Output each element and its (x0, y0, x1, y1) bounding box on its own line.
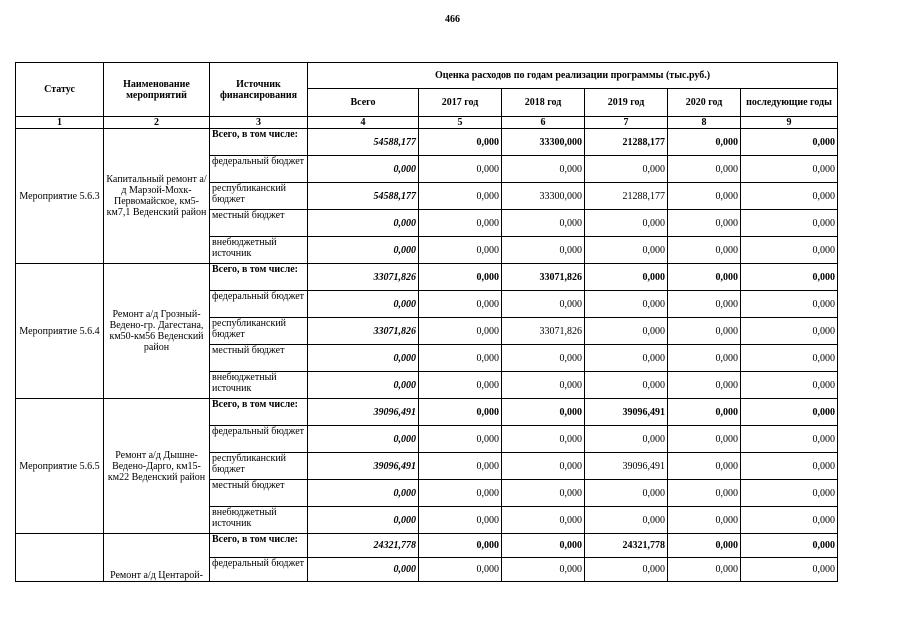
amount-cell: 0,000 (308, 507, 419, 534)
amount-cell: 0,000 (741, 453, 838, 480)
column-number: 1 (16, 117, 104, 129)
amount-cell: 0,000 (419, 318, 502, 345)
header-status: Статус (16, 63, 104, 117)
amount-cell: 33071,826 (308, 318, 419, 345)
table-row (16, 399, 838, 426)
activity-name: Ремонт а/д Дышне-Ведено-Дарго, км15-км22 Веденский район (104, 399, 210, 534)
column-number: 4 (308, 117, 419, 129)
source-label: внебюджетный источник (210, 237, 308, 264)
amount-cell: 0,000 (308, 291, 419, 318)
amount-cell: 0,000 (419, 480, 502, 507)
amount-cell: 0,000 (741, 156, 838, 183)
amount-cell: 0,000 (502, 372, 585, 399)
amount-cell: 0,000 (502, 453, 585, 480)
amount-cell: 0,000 (502, 480, 585, 507)
amount-cell: 0,000 (502, 210, 585, 237)
activity-name: Ремонт а/д Центарой- (104, 534, 210, 582)
amount-cell: 0,000 (668, 372, 741, 399)
amount-cell: 0,000 (668, 129, 741, 156)
column-number: 6 (502, 117, 585, 129)
amount-cell: 0,000 (668, 507, 741, 534)
amount-cell: 0,000 (419, 129, 502, 156)
amount-cell: 0,000 (308, 237, 419, 264)
amount-cell: 0,000 (585, 291, 668, 318)
amount-cell: 0,000 (668, 183, 741, 210)
amount-cell: 0,000 (419, 534, 502, 558)
source-label: республиканский бюджет (210, 453, 308, 480)
header-name: Наименование мероприятий (104, 63, 210, 117)
source-label: федеральный бюджет (210, 291, 308, 318)
amount-cell: 33071,826 (308, 264, 419, 291)
column-number: 3 (210, 117, 308, 129)
amount-cell: 0,000 (668, 453, 741, 480)
amount-cell: 33071,826 (502, 264, 585, 291)
amount-cell: 0,000 (741, 129, 838, 156)
amount-cell: 0,000 (741, 264, 838, 291)
amount-cell: 0,000 (585, 237, 668, 264)
amount-cell: 0,000 (741, 237, 838, 264)
amount-cell: 33300,000 (502, 129, 585, 156)
amount-cell: 0,000 (308, 345, 419, 372)
amount-cell: 0,000 (741, 345, 838, 372)
column-number: 9 (741, 117, 838, 129)
amount-cell: 39096,491 (308, 399, 419, 426)
header-year: 2017 год (419, 89, 502, 117)
amount-cell: 33071,826 (502, 318, 585, 345)
amount-cell: 0,000 (308, 426, 419, 453)
amount-cell: 0,000 (585, 345, 668, 372)
amount-cell: 0,000 (668, 156, 741, 183)
amount-cell: 0,000 (585, 426, 668, 453)
column-number: 5 (419, 117, 502, 129)
activity-status (16, 534, 104, 582)
header-year: 2018 год (502, 89, 585, 117)
amount-cell: 0,000 (585, 558, 668, 582)
amount-cell: 0,000 (668, 210, 741, 237)
source-total: Всего, в том числе: (210, 264, 308, 291)
amount-cell: 21288,177 (585, 129, 668, 156)
source-label: федеральный бюджет (210, 558, 308, 582)
column-number-row (16, 117, 838, 129)
activity-status: Мероприятие 5.6.4 (16, 264, 104, 399)
amount-cell: 0,000 (668, 345, 741, 372)
activity-name: Капитальный ремонт а/д Марзой-Мохк-Первомайское, км5-км7,1 Веденский район (104, 129, 210, 264)
amount-cell: 0,000 (419, 156, 502, 183)
amount-cell: 0,000 (419, 558, 502, 582)
source-label: республиканский бюджет (210, 318, 308, 345)
activity-status: Мероприятие 5.6.5 (16, 399, 104, 534)
amount-cell: 0,000 (741, 183, 838, 210)
header-source: Источник финансирования (210, 63, 308, 117)
amount-cell: 0,000 (419, 453, 502, 480)
amount-cell: 0,000 (502, 237, 585, 264)
amount-cell: 0,000 (741, 291, 838, 318)
amount-cell: 0,000 (668, 291, 741, 318)
source-total: Всего, в том числе: (210, 399, 308, 426)
amount-cell: 0,000 (502, 534, 585, 558)
amount-cell: 0,000 (308, 558, 419, 582)
table-row (16, 129, 838, 156)
source-label: внебюджетный источник (210, 372, 308, 399)
source-label: федеральный бюджет (210, 426, 308, 453)
amount-cell: 0,000 (419, 372, 502, 399)
amount-cell: 0,000 (308, 156, 419, 183)
header-year: последующие годы (741, 89, 838, 117)
amount-cell: 0,000 (502, 399, 585, 426)
amount-cell: 39096,491 (585, 453, 668, 480)
amount-cell: 0,000 (308, 210, 419, 237)
amount-cell: 0,000 (419, 345, 502, 372)
amount-cell: 0,000 (741, 480, 838, 507)
activity-name: Ремонт а/д Грозный-Ведено-гр. Дагестана, км50-км56 Веденский район (104, 264, 210, 399)
amount-cell: 0,000 (419, 399, 502, 426)
amount-cell: 0,000 (308, 372, 419, 399)
amount-cell: 0,000 (419, 507, 502, 534)
amount-cell: 0,000 (585, 372, 668, 399)
table-row (16, 534, 838, 558)
amount-cell: 0,000 (502, 291, 585, 318)
amount-cell: 0,000 (502, 558, 585, 582)
amount-cell: 24321,778 (585, 534, 668, 558)
amount-cell: 0,000 (741, 426, 838, 453)
activity-status: Мероприятие 5.6.3 (16, 129, 104, 264)
amount-cell: 0,000 (308, 480, 419, 507)
source-label: местный бюджет (210, 345, 308, 372)
amount-cell: 24321,778 (308, 534, 419, 558)
header-year: Всего (308, 89, 419, 117)
source-label: местный бюджет (210, 210, 308, 237)
amount-cell: 0,000 (668, 480, 741, 507)
amount-cell: 0,000 (585, 210, 668, 237)
amount-cell: 0,000 (502, 156, 585, 183)
amount-cell: 0,000 (502, 507, 585, 534)
column-number: 8 (668, 117, 741, 129)
column-number: 7 (585, 117, 668, 129)
amount-cell: 0,000 (419, 183, 502, 210)
amount-cell: 0,000 (585, 264, 668, 291)
amount-cell: 0,000 (502, 426, 585, 453)
amount-cell: 0,000 (668, 558, 741, 582)
amount-cell: 0,000 (741, 318, 838, 345)
column-number: 2 (104, 117, 210, 129)
amount-cell: 0,000 (668, 237, 741, 264)
amount-cell: 0,000 (741, 210, 838, 237)
amount-cell: 0,000 (419, 264, 502, 291)
amount-cell: 54588,177 (308, 183, 419, 210)
amount-cell: 0,000 (585, 507, 668, 534)
page-number: 466 (445, 14, 460, 25)
amount-cell: 0,000 (419, 237, 502, 264)
header-year: 2019 год (585, 89, 668, 117)
amount-cell: 0,000 (668, 264, 741, 291)
source-label: внебюджетный источник (210, 507, 308, 534)
amount-cell: 0,000 (741, 372, 838, 399)
budget-table (15, 62, 838, 582)
amount-cell: 0,000 (585, 480, 668, 507)
amount-cell: 0,000 (741, 534, 838, 558)
amount-cell: 0,000 (741, 507, 838, 534)
amount-cell: 39096,491 (585, 399, 668, 426)
source-total: Всего, в том числе: (210, 129, 308, 156)
amount-cell: 33300,000 (502, 183, 585, 210)
amount-cell: 0,000 (419, 210, 502, 237)
source-label: республиканский бюджет (210, 183, 308, 210)
amount-cell: 0,000 (668, 534, 741, 558)
header-estimate: Оценка расходов по годам реализации программы (тыс.руб.) (308, 63, 838, 89)
source-label: местный бюджет (210, 480, 308, 507)
source-total: Всего, в том числе: (210, 534, 308, 558)
amount-cell: 0,000 (668, 399, 741, 426)
header-year: 2020 год (668, 89, 741, 117)
amount-cell: 0,000 (419, 291, 502, 318)
amount-cell: 21288,177 (585, 183, 668, 210)
amount-cell: 0,000 (502, 345, 585, 372)
amount-cell: 0,000 (668, 426, 741, 453)
source-label: федеральный бюджет (210, 156, 308, 183)
amount-cell: 0,000 (741, 558, 838, 582)
amount-cell: 0,000 (668, 318, 741, 345)
amount-cell: 54588,177 (308, 129, 419, 156)
amount-cell: 0,000 (741, 399, 838, 426)
amount-cell: 39096,491 (308, 453, 419, 480)
amount-cell: 0,000 (585, 156, 668, 183)
amount-cell: 0,000 (585, 318, 668, 345)
amount-cell: 0,000 (419, 426, 502, 453)
table-row (16, 264, 838, 291)
